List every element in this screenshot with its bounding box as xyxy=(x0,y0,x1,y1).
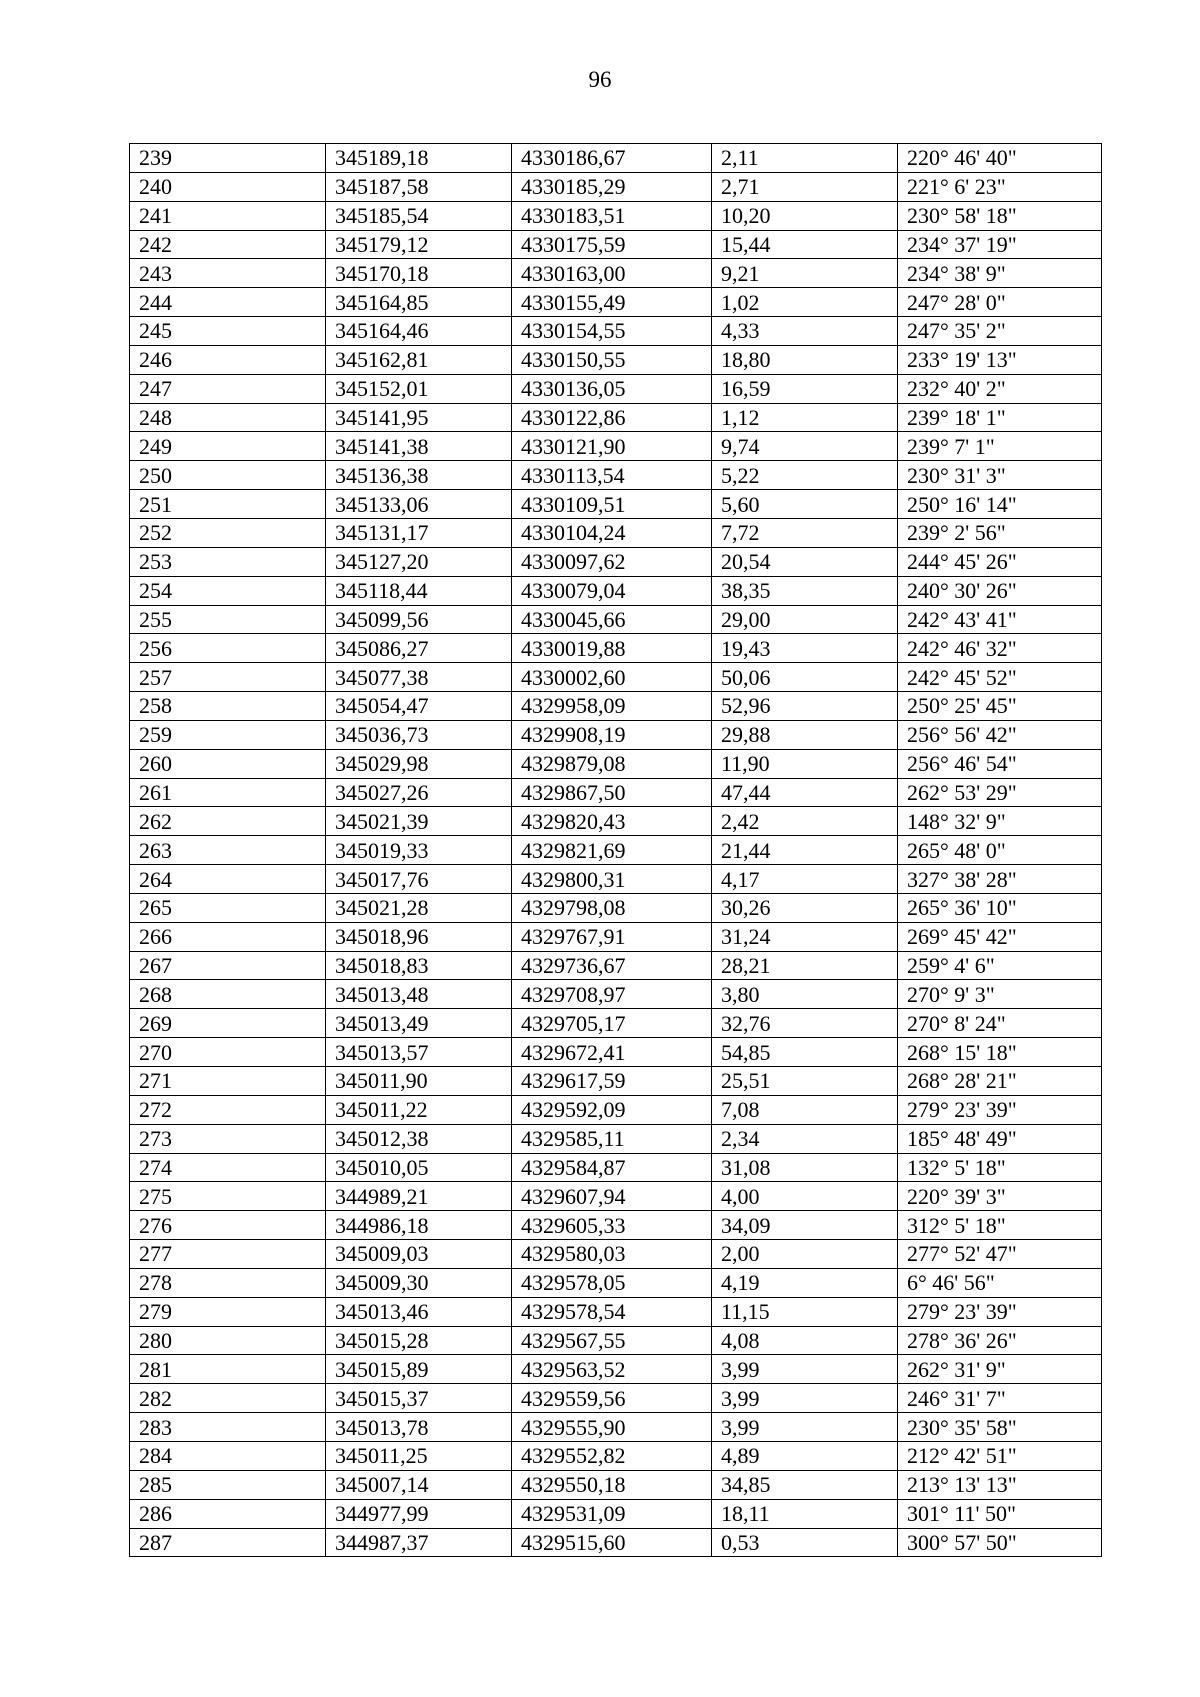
point-number-cell: 262 xyxy=(130,807,326,836)
y-coordinate-cell: 4330150,55 xyxy=(512,345,712,374)
bearing-cell: 250° 25' 45" xyxy=(898,692,1102,721)
table-row xyxy=(130,692,1102,721)
bearing-cell: 270° 8' 24" xyxy=(898,1009,1102,1038)
bearing-cell: 234° 37' 19" xyxy=(898,230,1102,259)
bearing-cell: 148° 32' 9" xyxy=(898,807,1102,836)
bearing-cell: 268° 15' 18" xyxy=(898,1038,1102,1067)
y-coordinate-cell: 4330175,59 xyxy=(512,230,712,259)
point-number-cell: 275 xyxy=(130,1182,326,1211)
bearing-cell: 312° 5' 18" xyxy=(898,1211,1102,1240)
y-coordinate-cell: 4329672,41 xyxy=(512,1038,712,1067)
point-number-cell: 255 xyxy=(130,605,326,634)
bearing-cell: 242° 45' 52" xyxy=(898,663,1102,692)
point-number-cell: 276 xyxy=(130,1211,326,1240)
table-row xyxy=(130,490,1102,519)
x-coordinate-cell: 345013,78 xyxy=(326,1413,512,1442)
table-row xyxy=(130,893,1102,922)
point-number-cell: 270 xyxy=(130,1038,326,1067)
coordinates-table xyxy=(129,143,1102,1557)
bearing-cell: 239° 18' 1" xyxy=(898,403,1102,432)
point-number-cell: 241 xyxy=(130,201,326,230)
bearing-cell: 256° 56' 42" xyxy=(898,720,1102,749)
bearing-cell: 269° 45' 42" xyxy=(898,922,1102,951)
table-row xyxy=(130,720,1102,749)
y-coordinate-cell: 4330097,62 xyxy=(512,547,712,576)
point-number-cell: 281 xyxy=(130,1355,326,1384)
bearing-cell: 6° 46' 56" xyxy=(898,1268,1102,1297)
point-number-cell: 285 xyxy=(130,1470,326,1499)
distance-cell: 9,21 xyxy=(712,259,898,288)
distance-cell: 11,15 xyxy=(712,1297,898,1326)
point-number-cell: 282 xyxy=(130,1384,326,1413)
table-row xyxy=(130,634,1102,663)
y-coordinate-cell: 4329821,69 xyxy=(512,836,712,865)
x-coordinate-cell: 345013,49 xyxy=(326,1009,512,1038)
y-coordinate-cell: 4330136,05 xyxy=(512,374,712,403)
bearing-cell: 301° 11' 50" xyxy=(898,1499,1102,1528)
point-number-cell: 265 xyxy=(130,893,326,922)
bearing-cell: 221° 6' 23" xyxy=(898,172,1102,201)
bearing-cell: 262° 53' 29" xyxy=(898,778,1102,807)
bearing-cell: 279° 23' 39" xyxy=(898,1297,1102,1326)
y-coordinate-cell: 4329563,52 xyxy=(512,1355,712,1384)
distance-cell: 2,42 xyxy=(712,807,898,836)
bearing-cell: 327° 38' 28" xyxy=(898,865,1102,894)
y-coordinate-cell: 4330113,54 xyxy=(512,461,712,490)
point-number-cell: 267 xyxy=(130,951,326,980)
x-coordinate-cell: 345141,95 xyxy=(326,403,512,432)
distance-cell: 3,99 xyxy=(712,1413,898,1442)
x-coordinate-cell: 345036,73 xyxy=(326,720,512,749)
table-row xyxy=(130,518,1102,547)
y-coordinate-cell: 4329567,55 xyxy=(512,1326,712,1355)
table-row xyxy=(130,461,1102,490)
x-coordinate-cell: 345019,33 xyxy=(326,836,512,865)
x-coordinate-cell: 345015,89 xyxy=(326,1355,512,1384)
table-row xyxy=(130,663,1102,692)
distance-cell: 10,20 xyxy=(712,201,898,230)
bearing-cell: 230° 58' 18" xyxy=(898,201,1102,230)
y-coordinate-cell: 4329767,91 xyxy=(512,922,712,951)
table-row xyxy=(130,1124,1102,1153)
x-coordinate-cell: 345017,76 xyxy=(326,865,512,894)
table-row xyxy=(130,807,1102,836)
y-coordinate-cell: 4329736,67 xyxy=(512,951,712,980)
bearing-cell: 239° 2' 56" xyxy=(898,518,1102,547)
x-coordinate-cell: 345179,12 xyxy=(326,230,512,259)
y-coordinate-cell: 4329607,94 xyxy=(512,1182,712,1211)
table-row xyxy=(130,547,1102,576)
table-row xyxy=(130,345,1102,374)
x-coordinate-cell: 345021,28 xyxy=(326,893,512,922)
x-coordinate-cell: 345133,06 xyxy=(326,490,512,519)
bearing-cell: 220° 46' 40" xyxy=(898,144,1102,173)
distance-cell: 21,44 xyxy=(712,836,898,865)
y-coordinate-cell: 4329820,43 xyxy=(512,807,712,836)
point-number-cell: 248 xyxy=(130,403,326,432)
point-number-cell: 271 xyxy=(130,1067,326,1096)
point-number-cell: 249 xyxy=(130,432,326,461)
point-number-cell: 272 xyxy=(130,1095,326,1124)
y-coordinate-cell: 4329578,05 xyxy=(512,1268,712,1297)
x-coordinate-cell: 345013,57 xyxy=(326,1038,512,1067)
table-row xyxy=(130,172,1102,201)
point-number-cell: 244 xyxy=(130,288,326,317)
x-coordinate-cell: 345009,03 xyxy=(326,1240,512,1269)
point-number-cell: 266 xyxy=(130,922,326,951)
bearing-cell: 240° 30' 26" xyxy=(898,576,1102,605)
x-coordinate-cell: 344987,37 xyxy=(326,1528,512,1557)
table-row xyxy=(130,1153,1102,1182)
table-row xyxy=(130,980,1102,1009)
table-row xyxy=(130,201,1102,230)
x-coordinate-cell: 345054,47 xyxy=(326,692,512,721)
table-row xyxy=(130,576,1102,605)
point-number-cell: 243 xyxy=(130,259,326,288)
x-coordinate-cell: 345012,38 xyxy=(326,1124,512,1153)
distance-cell: 16,59 xyxy=(712,374,898,403)
y-coordinate-cell: 4330079,04 xyxy=(512,576,712,605)
bearing-cell: 259° 4' 6" xyxy=(898,951,1102,980)
distance-cell: 3,99 xyxy=(712,1384,898,1413)
distance-cell: 3,80 xyxy=(712,980,898,1009)
y-coordinate-cell: 4329708,97 xyxy=(512,980,712,1009)
table-row xyxy=(130,1470,1102,1499)
bearing-cell: 242° 43' 41" xyxy=(898,605,1102,634)
x-coordinate-cell: 345021,39 xyxy=(326,807,512,836)
table-row xyxy=(130,144,1102,173)
y-coordinate-cell: 4330121,90 xyxy=(512,432,712,461)
point-number-cell: 263 xyxy=(130,836,326,865)
distance-cell: 31,08 xyxy=(712,1153,898,1182)
x-coordinate-cell: 345086,27 xyxy=(326,634,512,663)
x-coordinate-cell: 345011,25 xyxy=(326,1441,512,1470)
bearing-cell: 270° 9' 3" xyxy=(898,980,1102,1009)
bearing-cell: 247° 28' 0" xyxy=(898,288,1102,317)
table-row xyxy=(130,836,1102,865)
point-number-cell: 256 xyxy=(130,634,326,663)
bearing-cell: 279° 23' 39" xyxy=(898,1095,1102,1124)
x-coordinate-cell: 345162,81 xyxy=(326,345,512,374)
y-coordinate-cell: 4329958,09 xyxy=(512,692,712,721)
point-number-cell: 269 xyxy=(130,1009,326,1038)
x-coordinate-cell: 345029,98 xyxy=(326,749,512,778)
bearing-cell: 230° 35' 58" xyxy=(898,1413,1102,1442)
table-row xyxy=(130,1268,1102,1297)
y-coordinate-cell: 4329550,18 xyxy=(512,1470,712,1499)
distance-cell: 50,06 xyxy=(712,663,898,692)
point-number-cell: 254 xyxy=(130,576,326,605)
y-coordinate-cell: 4330045,66 xyxy=(512,605,712,634)
point-number-cell: 247 xyxy=(130,374,326,403)
distance-cell: 0,53 xyxy=(712,1528,898,1557)
table-row xyxy=(130,951,1102,980)
table-row xyxy=(130,922,1102,951)
distance-cell: 15,44 xyxy=(712,230,898,259)
distance-cell: 19,43 xyxy=(712,634,898,663)
x-coordinate-cell: 345099,56 xyxy=(326,605,512,634)
y-coordinate-cell: 4329705,17 xyxy=(512,1009,712,1038)
y-coordinate-cell: 4330186,67 xyxy=(512,144,712,173)
table-row xyxy=(130,1528,1102,1557)
y-coordinate-cell: 4330185,29 xyxy=(512,172,712,201)
table-row xyxy=(130,1067,1102,1096)
x-coordinate-cell: 345013,48 xyxy=(326,980,512,1009)
point-number-cell: 246 xyxy=(130,345,326,374)
y-coordinate-cell: 4330163,00 xyxy=(512,259,712,288)
distance-cell: 18,11 xyxy=(712,1499,898,1528)
distance-cell: 18,80 xyxy=(712,345,898,374)
distance-cell: 2,11 xyxy=(712,144,898,173)
x-coordinate-cell: 345152,01 xyxy=(326,374,512,403)
y-coordinate-cell: 4329580,03 xyxy=(512,1240,712,1269)
x-coordinate-cell: 345011,90 xyxy=(326,1067,512,1096)
x-coordinate-cell: 345164,85 xyxy=(326,288,512,317)
x-coordinate-cell: 345015,28 xyxy=(326,1326,512,1355)
bearing-cell: 247° 35' 2" xyxy=(898,317,1102,346)
distance-cell: 4,00 xyxy=(712,1182,898,1211)
distance-cell: 47,44 xyxy=(712,778,898,807)
distance-cell: 34,09 xyxy=(712,1211,898,1240)
table-row xyxy=(130,1441,1102,1470)
bearing-cell: 268° 28' 21" xyxy=(898,1067,1102,1096)
bearing-cell: 232° 40' 2" xyxy=(898,374,1102,403)
x-coordinate-cell: 345015,37 xyxy=(326,1384,512,1413)
point-number-cell: 242 xyxy=(130,230,326,259)
table-body xyxy=(130,144,1102,1557)
distance-cell: 30,26 xyxy=(712,893,898,922)
x-coordinate-cell: 344977,99 xyxy=(326,1499,512,1528)
table-row xyxy=(130,1038,1102,1067)
table-row xyxy=(130,778,1102,807)
y-coordinate-cell: 4330183,51 xyxy=(512,201,712,230)
x-coordinate-cell: 345141,38 xyxy=(326,432,512,461)
table-row xyxy=(130,374,1102,403)
x-coordinate-cell: 345131,17 xyxy=(326,518,512,547)
point-number-cell: 284 xyxy=(130,1441,326,1470)
distance-cell: 2,34 xyxy=(712,1124,898,1153)
bearing-cell: 262° 31' 9" xyxy=(898,1355,1102,1384)
table-row xyxy=(130,1413,1102,1442)
y-coordinate-cell: 4329555,90 xyxy=(512,1413,712,1442)
distance-cell: 1,12 xyxy=(712,403,898,432)
distance-cell: 7,08 xyxy=(712,1095,898,1124)
point-number-cell: 261 xyxy=(130,778,326,807)
bearing-cell: 278° 36' 26" xyxy=(898,1326,1102,1355)
y-coordinate-cell: 4329559,56 xyxy=(512,1384,712,1413)
distance-cell: 34,85 xyxy=(712,1470,898,1499)
point-number-cell: 277 xyxy=(130,1240,326,1269)
table-row xyxy=(130,403,1102,432)
table-row xyxy=(130,1384,1102,1413)
y-coordinate-cell: 4329515,60 xyxy=(512,1528,712,1557)
distance-cell: 4,33 xyxy=(712,317,898,346)
table-row xyxy=(130,1009,1102,1038)
point-number-cell: 257 xyxy=(130,663,326,692)
y-coordinate-cell: 4329605,33 xyxy=(512,1211,712,1240)
y-coordinate-cell: 4330122,86 xyxy=(512,403,712,432)
distance-cell: 29,88 xyxy=(712,720,898,749)
bearing-cell: 250° 16' 14" xyxy=(898,490,1102,519)
point-number-cell: 259 xyxy=(130,720,326,749)
bearing-cell: 300° 57' 50" xyxy=(898,1528,1102,1557)
distance-cell: 2,71 xyxy=(712,172,898,201)
bearing-cell: 239° 7' 1" xyxy=(898,432,1102,461)
point-number-cell: 283 xyxy=(130,1413,326,1442)
y-coordinate-cell: 4330155,49 xyxy=(512,288,712,317)
y-coordinate-cell: 4330104,24 xyxy=(512,518,712,547)
x-coordinate-cell: 345011,22 xyxy=(326,1095,512,1124)
table-row xyxy=(130,317,1102,346)
bearing-cell: 234° 38' 9" xyxy=(898,259,1102,288)
y-coordinate-cell: 4330019,88 xyxy=(512,634,712,663)
table-row xyxy=(130,1211,1102,1240)
distance-cell: 20,54 xyxy=(712,547,898,576)
table-row xyxy=(130,1499,1102,1528)
x-coordinate-cell: 345164,46 xyxy=(326,317,512,346)
page-number: 96 xyxy=(588,67,612,92)
x-coordinate-cell: 345018,96 xyxy=(326,922,512,951)
y-coordinate-cell: 4330109,51 xyxy=(512,490,712,519)
distance-cell: 4,19 xyxy=(712,1268,898,1297)
table-row xyxy=(130,1355,1102,1384)
distance-cell: 28,21 xyxy=(712,951,898,980)
point-number-cell: 279 xyxy=(130,1297,326,1326)
x-coordinate-cell: 345187,58 xyxy=(326,172,512,201)
table-row xyxy=(130,605,1102,634)
bearing-cell: 242° 46' 32" xyxy=(898,634,1102,663)
y-coordinate-cell: 4330154,55 xyxy=(512,317,712,346)
y-coordinate-cell: 4329879,08 xyxy=(512,749,712,778)
bearing-cell: 185° 48' 49" xyxy=(898,1124,1102,1153)
point-number-cell: 239 xyxy=(130,144,326,173)
y-coordinate-cell: 4329798,08 xyxy=(512,893,712,922)
x-coordinate-cell: 345013,46 xyxy=(326,1297,512,1326)
y-coordinate-cell: 4329867,50 xyxy=(512,778,712,807)
x-coordinate-cell: 345189,18 xyxy=(326,144,512,173)
x-coordinate-cell: 345009,30 xyxy=(326,1268,512,1297)
point-number-cell: 258 xyxy=(130,692,326,721)
point-number-cell: 252 xyxy=(130,518,326,547)
distance-cell: 25,51 xyxy=(712,1067,898,1096)
table-row xyxy=(130,230,1102,259)
table-row xyxy=(130,1297,1102,1326)
distance-cell: 4,17 xyxy=(712,865,898,894)
point-number-cell: 278 xyxy=(130,1268,326,1297)
point-number-cell: 280 xyxy=(130,1326,326,1355)
bearing-cell: 220° 39' 3" xyxy=(898,1182,1102,1211)
table-row xyxy=(130,749,1102,778)
point-number-cell: 273 xyxy=(130,1124,326,1153)
x-coordinate-cell: 345010,05 xyxy=(326,1153,512,1182)
bearing-cell: 265° 48' 0" xyxy=(898,836,1102,865)
y-coordinate-cell: 4329800,31 xyxy=(512,865,712,894)
x-coordinate-cell: 344989,21 xyxy=(326,1182,512,1211)
distance-cell: 32,76 xyxy=(712,1009,898,1038)
bearing-cell: 132° 5' 18" xyxy=(898,1153,1102,1182)
bearing-cell: 244° 45' 26" xyxy=(898,547,1102,576)
x-coordinate-cell: 345170,18 xyxy=(326,259,512,288)
table-row xyxy=(130,1326,1102,1355)
point-number-cell: 287 xyxy=(130,1528,326,1557)
x-coordinate-cell: 345007,14 xyxy=(326,1470,512,1499)
y-coordinate-cell: 4329584,87 xyxy=(512,1153,712,1182)
y-coordinate-cell: 4329585,11 xyxy=(512,1124,712,1153)
table-row xyxy=(130,865,1102,894)
point-number-cell: 251 xyxy=(130,490,326,519)
distance-cell: 4,08 xyxy=(712,1326,898,1355)
x-coordinate-cell: 345185,54 xyxy=(326,201,512,230)
distance-cell: 7,72 xyxy=(712,518,898,547)
distance-cell: 5,22 xyxy=(712,461,898,490)
x-coordinate-cell: 345136,38 xyxy=(326,461,512,490)
x-coordinate-cell: 345027,26 xyxy=(326,778,512,807)
x-coordinate-cell: 345127,20 xyxy=(326,547,512,576)
y-coordinate-cell: 4329617,59 xyxy=(512,1067,712,1096)
y-coordinate-cell: 4329552,82 xyxy=(512,1441,712,1470)
bearing-cell: 256° 46' 54" xyxy=(898,749,1102,778)
point-number-cell: 240 xyxy=(130,172,326,201)
point-number-cell: 274 xyxy=(130,1153,326,1182)
table-row xyxy=(130,288,1102,317)
y-coordinate-cell: 4329578,54 xyxy=(512,1297,712,1326)
distance-cell: 9,74 xyxy=(712,432,898,461)
bearing-cell: 246° 31' 7" xyxy=(898,1384,1102,1413)
table-row xyxy=(130,259,1102,288)
x-coordinate-cell: 345018,83 xyxy=(326,951,512,980)
bearing-cell: 212° 42' 51" xyxy=(898,1441,1102,1470)
distance-cell: 3,99 xyxy=(712,1355,898,1384)
bearing-cell: 265° 36' 10" xyxy=(898,893,1102,922)
distance-cell: 29,00 xyxy=(712,605,898,634)
table-row xyxy=(130,432,1102,461)
y-coordinate-cell: 4329908,19 xyxy=(512,720,712,749)
distance-cell: 5,60 xyxy=(712,490,898,519)
point-number-cell: 260 xyxy=(130,749,326,778)
distance-cell: 2,00 xyxy=(712,1240,898,1269)
y-coordinate-cell: 4329592,09 xyxy=(512,1095,712,1124)
point-number-cell: 286 xyxy=(130,1499,326,1528)
x-coordinate-cell: 345118,44 xyxy=(326,576,512,605)
bearing-cell: 230° 31' 3" xyxy=(898,461,1102,490)
point-number-cell: 245 xyxy=(130,317,326,346)
distance-cell: 4,89 xyxy=(712,1441,898,1470)
y-coordinate-cell: 4329531,09 xyxy=(512,1499,712,1528)
bearing-cell: 277° 52' 47" xyxy=(898,1240,1102,1269)
y-coordinate-cell: 4330002,60 xyxy=(512,663,712,692)
point-number-cell: 268 xyxy=(130,980,326,1009)
distance-cell: 1,02 xyxy=(712,288,898,317)
table-row xyxy=(130,1182,1102,1211)
distance-cell: 31,24 xyxy=(712,922,898,951)
x-coordinate-cell: 345077,38 xyxy=(326,663,512,692)
bearing-cell: 233° 19' 13" xyxy=(898,345,1102,374)
distance-cell: 11,90 xyxy=(712,749,898,778)
point-number-cell: 253 xyxy=(130,547,326,576)
x-coordinate-cell: 344986,18 xyxy=(326,1211,512,1240)
table-row xyxy=(130,1095,1102,1124)
point-number-cell: 264 xyxy=(130,865,326,894)
distance-cell: 52,96 xyxy=(712,692,898,721)
bearing-cell: 213° 13' 13" xyxy=(898,1470,1102,1499)
distance-cell: 54,85 xyxy=(712,1038,898,1067)
point-number-cell: 250 xyxy=(130,461,326,490)
table-row xyxy=(130,1240,1102,1269)
distance-cell: 38,35 xyxy=(712,576,898,605)
